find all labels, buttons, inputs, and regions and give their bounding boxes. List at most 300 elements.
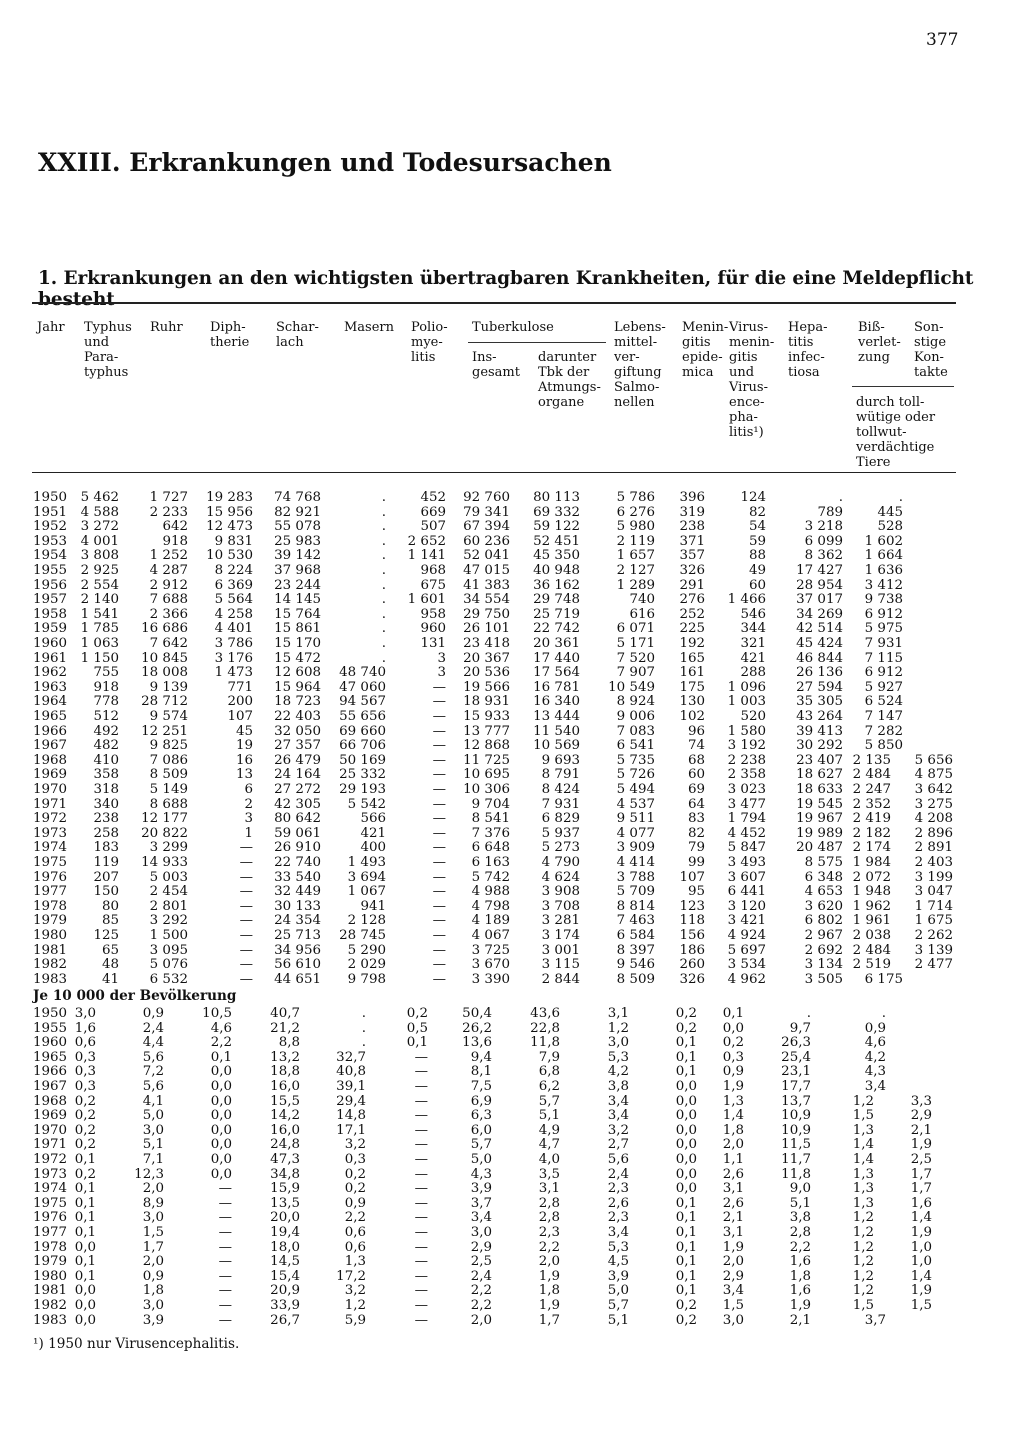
cell-polio: — [432,942,446,958]
cell-polio: — [414,1049,428,1065]
cell-tbk-atmung: 25 719 [533,606,580,622]
cell-tbk-total: 3,0 [470,1225,492,1240]
cell-diphtherie: — [218,1181,232,1197]
cell-scharlach: 24 164 [274,767,321,783]
cell-scharlach: 56 610 [274,957,321,973]
cell-virus: 88 [748,548,766,564]
abs-row [0,841,1024,855]
cell-hepatitis: 18 633 [796,782,843,797]
cell-virus: 0,1 [722,1006,744,1021]
cell-tbk-atmung: 8 424 [541,782,580,797]
cell-hepatitis: 789 [817,504,843,520]
cell-meningitis: 64 [687,796,705,812]
cell-masern: 0,2 [344,1166,366,1182]
cell-tbk-atmung: 3 281 [541,913,580,929]
cell-biss: 445 [877,504,903,520]
cell-year: 1960 [33,1035,68,1051]
abs-row [0,944,1024,958]
cell-tbk-total: 92 760 [463,490,510,505]
rel-row [0,1241,1024,1255]
cell-polio: 960 [420,621,446,637]
cell-year: 1976 [33,1210,68,1226]
cell-scharlach: 18,0 [270,1239,300,1255]
cell-tbk-atmung: 69 332 [533,504,580,520]
cell-salmonellen: 6 071 [616,621,655,637]
cell-biss: 1,2 [852,1225,874,1240]
cell-diphtherie: — [239,942,253,958]
cell-year: 1968 [33,1093,68,1109]
cell-virus: 3 023 [727,782,766,797]
header-ruhr: Ruhr [150,320,183,335]
cell-year: 1971 [33,1137,68,1153]
cell-tbk-total: 6 163 [471,855,510,870]
cell-diphtherie: 16 [235,752,253,768]
cell-salmonellen: 7 463 [616,913,655,929]
cell-kontakte: 3,3 [910,1093,932,1109]
abs-row [0,812,1024,826]
cell-salmonellen: 8 397 [616,942,655,958]
header-masern: Masern [344,320,395,335]
cell-salmonellen: 8 924 [616,694,655,710]
cell-salmonellen: 2,7 [607,1137,629,1153]
cell-salmonellen: 5,3 [607,1239,629,1255]
cell-virus: 2,6 [722,1166,744,1182]
cell-masern: 941 [360,898,386,914]
rel-row [0,1197,1024,1211]
cell-masern: 1,3 [344,1254,366,1270]
cell-salmonellen: 2,6 [607,1195,629,1211]
cell-meningitis: 161 [679,665,705,681]
cell-hepatitis: 1,6 [789,1254,811,1270]
cell-masern: 1 493 [347,855,386,870]
cell-hepatitis: 11,7 [781,1152,811,1167]
cell-tbk-total: 2,2 [470,1298,492,1313]
cell-year: 1967 [33,1079,68,1094]
cell-diphtherie: 10 530 [206,548,253,564]
cell-meningitis: 83 [687,811,705,827]
cell-tbk-atmung: 8 791 [541,767,580,783]
rel-row [0,1036,1024,1050]
cell-diphtherie: 0,0 [210,1064,232,1080]
cell-biss: 1,4 [852,1152,874,1167]
cell-biss: 1 961 [852,913,891,929]
cell-tbk-total: 9,4 [470,1049,492,1065]
cell-diphtherie: 6 [244,782,253,797]
cell-hepatitis: 19 967 [796,811,843,827]
cell-polio: — [414,1108,428,1124]
cell-biss: 2 135 [852,752,891,768]
cell-kontakte: 5 656 [914,752,953,768]
cell-hepatitis: 10,9 [781,1108,811,1124]
cell-diphtherie: 771 [227,679,253,695]
header-tbk-atmungsorgane: darunter Tbk der Atmungs- organe [538,350,601,410]
cell-typhus: 0,1 [74,1152,96,1167]
cell-typhus: 4 588 [80,504,119,520]
cell-year: 1954 [33,548,68,564]
abs-row [0,885,1024,899]
cell-hepatitis: 8 575 [804,855,843,870]
cell-hepatitis: 26 136 [796,665,843,681]
cell-kontakte: 2 262 [914,928,953,943]
cell-virus: 2 358 [727,767,766,783]
cell-masern: . [381,548,386,564]
cell-typhus: 125 [93,928,119,943]
cell-typhus: 492 [93,723,119,739]
cell-salmonellen: 9 511 [616,811,655,827]
cell-biss: 2 072 [852,869,891,885]
cell-meningitis: 326 [679,563,705,578]
cell-tbk-atmung: 2,0 [538,1254,560,1270]
cell-typhus: 0,1 [74,1225,96,1240]
cell-biss: 1 664 [864,548,903,564]
cell-typhus: 0,1 [74,1254,96,1270]
cell-tbk-atmung: 2,8 [538,1210,560,1226]
cell-tbk-atmung: 43,6 [530,1006,560,1021]
cell-typhus: 410 [93,752,119,768]
cell-tbk-atmung: 4,0 [538,1152,560,1167]
cell-salmonellen: 3,9 [607,1268,629,1284]
cell-salmonellen: 3,4 [607,1108,629,1124]
cell-polio: — [432,723,446,739]
cell-ruhr: 0,9 [142,1268,164,1284]
cell-ruhr: 18 008 [141,665,188,681]
cell-year: 1964 [33,694,68,710]
cell-biss: 7 115 [864,650,903,666]
cell-typhus: 0,2 [74,1093,96,1109]
cell-tbk-atmung: 4 624 [541,869,580,885]
cell-year: 1974 [33,1181,68,1197]
cell-ruhr: 2,0 [142,1254,164,1270]
cell-polio: 0,5 [406,1020,428,1036]
cell-tbk-total: 20 367 [463,650,510,666]
header-meningitis: Menin- gitis epide- mica [682,320,729,380]
cell-polio: 507 [420,519,446,535]
cell-meningitis: 0,0 [675,1122,697,1138]
cell-hepatitis: 11,5 [781,1137,811,1153]
cell-tbk-atmung: 6,2 [538,1079,560,1094]
cell-typhus: 2 140 [80,592,119,608]
cell-salmonellen: 3,4 [607,1225,629,1240]
cell-ruhr: 9 825 [149,738,188,754]
cell-tbk-atmung: 2 844 [541,971,580,987]
cell-ruhr: 4,4 [142,1035,164,1051]
cell-hepatitis: 2 967 [804,928,843,943]
cell-biss: 4,3 [864,1064,886,1080]
cell-ruhr: 1 727 [149,490,188,505]
cell-virus: 3 120 [727,898,766,914]
cell-typhus: 0,2 [74,1137,96,1153]
cell-scharlach: 24,8 [270,1137,300,1153]
cell-hepatitis: 9,7 [789,1020,811,1036]
cell-salmonellen: 3,8 [607,1079,629,1094]
cell-scharlach: 22 740 [274,855,321,870]
cell-ruhr: 9 574 [149,709,188,724]
cell-tbk-atmung: 7 931 [541,796,580,812]
cell-polio: 3 [437,665,446,681]
cell-biss: . [881,1006,886,1021]
cell-tbk-atmung: 17 440 [533,650,580,666]
abs-row [0,695,1024,709]
cell-tbk-total: 6,3 [470,1108,492,1124]
cell-scharlach: 32 050 [274,723,321,739]
cell-year: 1977 [33,1225,68,1240]
cell-ruhr: 8 688 [149,796,188,812]
cell-year: 1955 [33,563,68,578]
abs-row [0,929,1024,943]
cell-typhus: 48 [101,957,119,973]
cell-biss: 1,2 [852,1239,874,1255]
rel-row [0,1226,1024,1240]
cell-tbk-atmung: 6 829 [541,811,580,827]
cell-ruhr: 5 076 [149,957,188,973]
cell-salmonellen: 1 657 [616,548,655,564]
cell-scharlach: 24 354 [274,913,321,929]
cell-hepatitis: 30 292 [796,738,843,754]
cell-tbk-atmung: 16 781 [533,679,580,695]
cell-tbk-total: 12 868 [463,738,510,754]
cell-masern: 400 [360,840,386,856]
cell-scharlach: 19,4 [270,1225,300,1240]
cell-kontakte: 2 403 [914,855,953,870]
cell-year: 1950 [33,1006,68,1021]
cell-diphtherie: — [218,1239,232,1255]
cell-typhus: 0,0 [74,1239,96,1255]
header-virusmeningitis: Virus- menin- gitis und Virus- ence- pha- litis¹) [729,320,775,440]
cell-diphtherie: — [218,1268,232,1284]
cell-scharlach: 14,2 [270,1108,300,1124]
cell-tbk-atmung: 1,9 [538,1298,560,1313]
cell-kontakte: 2 891 [914,840,953,856]
cell-biss: 1,5 [852,1298,874,1313]
cell-virus: 1,9 [722,1239,744,1255]
cell-polio: 0,1 [406,1035,428,1051]
cell-polio: — [432,840,446,856]
cell-masern: . [381,519,386,535]
cell-salmonellen: 5,6 [607,1152,629,1167]
cell-tbk-atmung: 4 790 [541,855,580,870]
cell-year: 1966 [33,723,68,739]
cell-polio: 3 [437,650,446,666]
cell-polio: — [432,855,446,870]
cell-ruhr: 9 139 [149,679,188,695]
cell-polio: — [414,1152,428,1167]
cell-typhus: 1,6 [74,1020,96,1036]
rel-row [0,1284,1024,1298]
cell-typhus: 358 [93,767,119,783]
cell-tbk-atmung: 22 742 [533,621,580,637]
rel-row [0,1080,1024,1094]
cell-hepatitis: 2,2 [789,1239,811,1255]
cell-biss: 1,2 [852,1254,874,1270]
cell-typhus: 0,2 [74,1122,96,1138]
cell-hepatitis: 10,9 [781,1122,811,1138]
cell-virus: 1,1 [722,1152,744,1167]
cell-biss: 3,7 [864,1312,886,1328]
cell-scharlach: 33 540 [274,869,321,885]
section-title: 1. Erkrankungen an den wichtigsten übertragbaren Krankheiten, für die eine Meldepflicht besteht [38,268,974,310]
cell-polio: — [414,1268,428,1284]
cell-diphtherie: 45 [235,723,253,739]
cell-scharlach: 37 968 [274,563,321,578]
cell-biss: 5 975 [864,621,903,637]
cell-virus: 3 421 [727,913,766,929]
cell-kontakte: 1 675 [914,913,953,929]
cell-scharlach: 30 133 [274,898,321,914]
cell-biss: 1,3 [852,1181,874,1197]
cell-hepatitis: 3 505 [804,971,843,987]
cell-virus: 2,6 [722,1195,744,1211]
cell-year: 1956 [33,577,68,593]
cell-hepatitis: 3 218 [804,519,843,535]
cell-year: 1981 [33,942,68,958]
relative-subheading: Je 10 000 der Bevölkerung [33,988,237,1004]
cell-diphtherie: — [239,869,253,885]
cell-masern: . [361,1006,366,1021]
cell-hepatitis: 19 545 [796,796,843,812]
cell-hepatitis: 34 269 [796,606,843,622]
cell-year: 1965 [33,709,68,724]
header-tbk-insgesamt: Ins- gesamt [472,350,520,380]
cell-masern: 50 169 [339,752,386,768]
cell-biss: 2 484 [852,942,891,958]
cell-polio: — [414,1093,428,1109]
cell-biss: . [898,490,903,505]
cell-tbk-atmung: 1,8 [538,1283,560,1299]
cell-salmonellen: 5,7 [607,1298,629,1313]
cell-hepatitis: 19 989 [796,825,843,841]
cell-polio: — [414,1079,428,1094]
cell-polio: — [414,1254,428,1270]
cell-virus: 3,4 [722,1283,744,1299]
cell-salmonellen: 740 [629,592,655,608]
cell-virus: 5 697 [727,942,766,958]
cell-diphtherie: — [239,928,253,943]
cell-virus: 288 [740,665,766,681]
header-bissverletzung: Biß- verlet- zung [858,320,901,365]
cell-hepatitis: 6 099 [804,533,843,549]
cell-virus: 54 [748,519,766,535]
cell-biss: 5 850 [864,738,903,754]
abs-row [0,491,1024,505]
cell-tbk-atmung: 3,1 [538,1181,560,1197]
cell-meningitis: 95 [687,884,705,900]
rel-row [0,1051,1024,1065]
cell-masern: . [381,490,386,505]
cell-tbk-atmung: 3 001 [541,942,580,958]
cell-tbk-total: 2,2 [470,1283,492,1299]
cell-salmonellen: 2,3 [607,1210,629,1226]
cell-typhus: 755 [93,665,119,681]
cell-typhus: 0,3 [74,1049,96,1065]
cell-polio: — [414,1064,428,1080]
cell-tbk-total: 7 376 [471,825,510,841]
cell-biss: 2 182 [852,825,891,841]
cell-diphtherie: 1 473 [214,665,253,681]
cell-masern: 29 193 [339,782,386,797]
abs-row [0,535,1024,549]
cell-polio: 452 [420,490,446,505]
cell-ruhr: 7 086 [149,752,188,768]
cell-tbk-atmung: 5 937 [541,825,580,841]
cell-virus: 3,1 [722,1181,744,1197]
cell-meningitis: 260 [679,957,705,973]
cell-polio: — [432,928,446,943]
cell-tbk-total: 13 777 [463,723,510,739]
cell-tbk-total: 13,6 [462,1035,492,1051]
cell-virus: 2,1 [722,1210,744,1226]
cell-ruhr: 5,1 [142,1137,164,1153]
cell-masern: 14,8 [336,1108,366,1124]
cell-tbk-total: 4 798 [471,898,510,914]
cell-diphtherie: — [239,957,253,973]
cell-kontakte: 1 714 [914,898,953,914]
cell-virus: 321 [740,636,766,651]
cell-virus: 3,1 [722,1225,744,1240]
cell-biss: 1 984 [852,855,891,870]
cell-masern: 3,2 [344,1137,366,1153]
cell-tbk-atmung: 2,2 [538,1239,560,1255]
cell-kontakte: 1,5 [910,1298,932,1313]
header-scharlach: Schar- lach [276,320,319,350]
cell-year: 1968 [33,752,68,768]
cell-meningitis: 96 [687,723,705,739]
cell-masern: . [361,1035,366,1051]
cell-biss: 1,5 [852,1108,874,1124]
rel-row [0,1124,1024,1138]
cell-meningitis: 371 [679,533,705,549]
cell-diphtherie: 0,0 [210,1152,232,1167]
cell-typhus: 41 [101,971,119,987]
cell-virus: 3,0 [722,1312,744,1328]
cell-masern: 2 128 [347,913,386,929]
header-lebensmittelvergiftung: Lebens- mittel- ver- giftung Salmo- nellen [614,320,666,410]
cell-meningitis: 0,2 [675,1006,697,1021]
cell-year: 1970 [33,782,68,797]
cell-masern: 0,9 [344,1195,366,1211]
cell-hepatitis: 18 627 [796,767,843,783]
cell-kontakte: 4 875 [914,767,953,783]
cell-polio: — [414,1312,428,1328]
cell-hepatitis: 27 594 [796,679,843,695]
cell-typhus: 0,0 [74,1298,96,1313]
cell-salmonellen: 1 289 [616,577,655,593]
cell-hepatitis: 2 692 [804,942,843,958]
cell-masern: . [381,592,386,608]
cell-scharlach: 44 651 [274,971,321,987]
cell-tbk-atmung: 52 451 [533,533,580,549]
cell-hepatitis: 17 427 [796,563,843,578]
cell-tbk-total: 26 101 [463,621,510,637]
cell-virus: 1 096 [727,679,766,695]
cell-scharlach: 16,0 [270,1122,300,1138]
cell-biss: 1,2 [852,1210,874,1226]
cell-scharlach: 14 145 [274,592,321,608]
cell-biss: 3 412 [864,577,903,593]
cell-masern: 0,2 [344,1181,366,1197]
rel-row [0,1095,1024,1109]
cell-typhus: 0,3 [74,1064,96,1080]
cell-meningitis: 0,1 [675,1049,697,1065]
cell-hepatitis: 13,7 [781,1093,811,1109]
rel-row [0,1153,1024,1167]
cell-hepatitis: 20 487 [796,840,843,856]
cell-tbk-total: 20 536 [463,665,510,681]
cell-salmonellen: 6 584 [616,928,655,943]
cell-diphtherie: 0,0 [210,1093,232,1109]
cell-hepatitis: 42 514 [796,621,843,637]
cell-typhus: 3 272 [80,519,119,535]
cell-biss: 1 948 [852,884,891,900]
